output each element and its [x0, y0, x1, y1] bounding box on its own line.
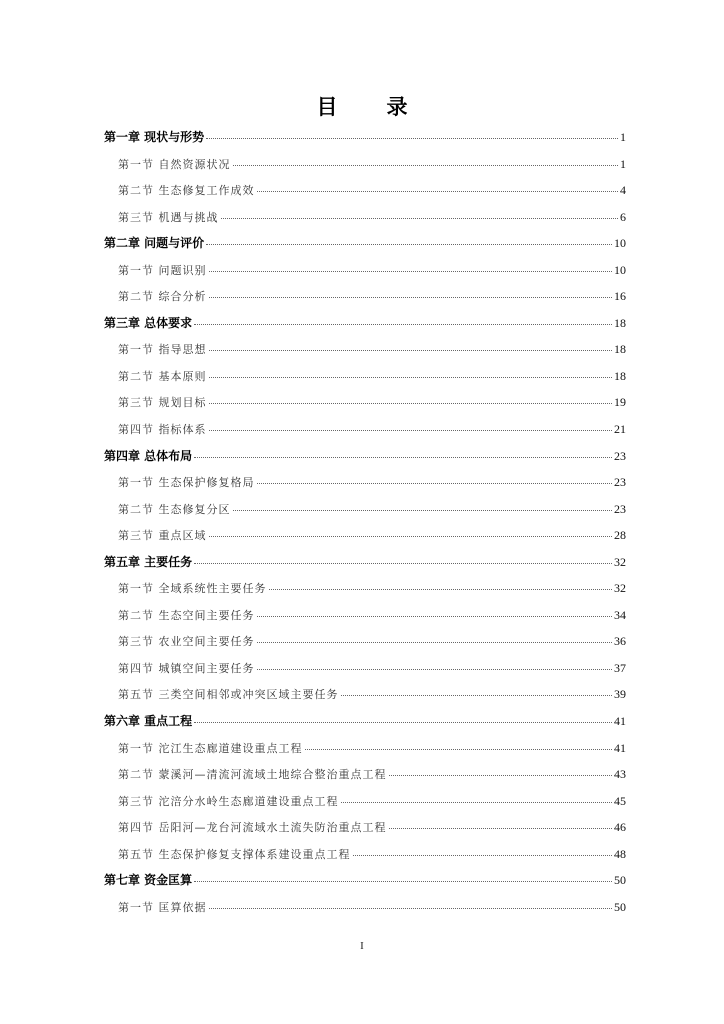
toc-section-entry[interactable] [104, 602, 626, 629]
toc-section-entry[interactable] [104, 416, 626, 443]
toc-section-entry[interactable] [104, 469, 626, 496]
toc-section-title: 第一节 自然资源状况 [118, 157, 231, 171]
toc-chapter-title: 第一章 现状与形势 [104, 130, 205, 144]
toc-page-number: 39 [614, 687, 626, 702]
toc-section-title: 第三节 机遇与挑战 [118, 210, 219, 224]
toc-section-title: 第一节 沱江生态廊道建设重点工程 [118, 741, 303, 755]
toc-section-title: 第五节 三类空间相邻或冲突区域主要任务 [118, 688, 339, 702]
toc-chapter-title: 第四章 总体布局 [104, 448, 193, 463]
toc-dot-leader [209, 270, 613, 272]
toc-dot-leader [389, 827, 613, 829]
toc-dot-leader [389, 774, 613, 776]
toc-section-title: 第三节 农业空间主要任务 [118, 635, 255, 649]
toc-chapter-entry[interactable] [104, 867, 626, 894]
toc-dot-leader [209, 296, 613, 298]
toc-dot-leader [233, 509, 613, 511]
toc-page-number: 37 [614, 660, 626, 675]
toc-chapter-entry[interactable] [104, 708, 626, 735]
toc-chapter-entry[interactable] [104, 443, 626, 470]
toc-dot-leader [257, 668, 613, 670]
toc-section-entry[interactable] [104, 655, 626, 682]
toc-dot-leader [194, 721, 612, 723]
toc-page-number: 10 [614, 236, 626, 251]
toc-section-entry[interactable] [104, 761, 626, 788]
toc-page-number: 16 [614, 289, 626, 304]
toc-page-number: 21 [614, 422, 626, 437]
toc-page-number: 48 [614, 846, 626, 861]
toc-dot-leader [233, 164, 619, 166]
toc-section-entry[interactable] [104, 283, 626, 310]
toc-section-title: 第二节 生态修复分区 [118, 502, 231, 516]
toc-dot-leader [305, 748, 613, 750]
toc-dot-leader [209, 376, 613, 378]
toc-section-entry[interactable] [104, 496, 626, 523]
toc-section-title: 第三节 规划目标 [118, 396, 207, 410]
toc-section-title: 第一节 指导思想 [118, 343, 207, 357]
toc-section-title: 第四节 城镇空间主要任务 [118, 661, 255, 675]
toc-dot-leader [209, 349, 613, 351]
toc-dot-leader [341, 801, 613, 803]
toc-section-title: 第一节 生态保护修复格局 [118, 476, 255, 490]
toc-section-title: 第二节 生态空间主要任务 [118, 608, 255, 622]
toc-chapter-title: 第五章 主要任务 [104, 554, 193, 569]
toc-dot-leader [194, 456, 612, 458]
toc-section-entry[interactable] [104, 363, 626, 390]
toc-page-number: 50 [614, 873, 626, 888]
toc-section-entry[interactable] [104, 336, 626, 363]
toc-chapter-entry[interactable] [104, 549, 626, 576]
toc-dot-leader [194, 880, 612, 882]
toc-section-entry[interactable] [104, 788, 626, 815]
table-of-contents [104, 124, 626, 920]
toc-page-number: 1 [620, 130, 626, 144]
toc-section-entry[interactable] [104, 204, 626, 231]
toc-dot-leader [341, 694, 613, 696]
toc-section-title: 第二节 生态修复工作成效 [118, 184, 255, 198]
toc-section-entry[interactable] [104, 389, 626, 416]
toc-dot-leader [209, 429, 613, 431]
toc-page-number: 28 [614, 528, 626, 543]
toc-chapter-entry[interactable] [104, 124, 626, 151]
toc-page-number: 19 [614, 395, 626, 410]
toc-page-number: 18 [614, 342, 626, 357]
toc-section-entry[interactable] [104, 522, 626, 549]
toc-dot-leader [221, 217, 619, 219]
toc-section-entry[interactable] [104, 575, 626, 602]
toc-section-entry[interactable] [104, 894, 626, 921]
toc-page-number: 23 [614, 475, 626, 490]
toc-section-entry[interactable] [104, 841, 626, 868]
toc-page-number: 18 [614, 368, 626, 383]
toc-dot-leader [269, 588, 613, 590]
toc-section-title: 第一节 问题识别 [118, 263, 207, 277]
toc-page-number: 41 [614, 714, 626, 729]
toc-chapter-entry[interactable] [104, 310, 626, 337]
toc-page-number: 32 [614, 554, 626, 569]
toc-page-number: 45 [614, 793, 626, 808]
toc-section-entry[interactable] [104, 628, 626, 655]
toc-page-number: 18 [614, 315, 626, 330]
toc-section-title: 第二节 综合分析 [118, 290, 207, 304]
toc-page-number: 23 [614, 501, 626, 516]
toc-page-number: 1 [620, 156, 626, 171]
toc-page-number: 6 [620, 209, 626, 224]
toc-section-title: 第五节 生态保护修复支撑体系建设重点工程 [118, 847, 351, 861]
toc-dot-leader [194, 323, 612, 325]
toc-section-title: 第一节 全域系统性主要任务 [118, 582, 267, 596]
toc-dot-leader [206, 137, 618, 139]
toc-section-title: 第三节 沱涪分水岭生态廊道建设重点工程 [118, 794, 339, 808]
toc-dot-leader [257, 190, 619, 192]
toc-page-number: 41 [614, 740, 626, 755]
toc-section-entry[interactable] [104, 151, 626, 178]
toc-section-entry[interactable] [104, 177, 626, 204]
toc-chapter-entry[interactable] [104, 230, 626, 257]
toc-section-title: 第四节 岳阳河—龙台河流域水土流失防治重点工程 [118, 821, 387, 835]
toc-page-number: 32 [614, 581, 626, 596]
toc-section-entry[interactable] [104, 681, 626, 708]
toc-page-number: 43 [614, 767, 626, 782]
toc-section-title: 第四节 指标体系 [118, 423, 207, 437]
toc-dot-leader [209, 535, 613, 537]
toc-section-title: 第二节 基本原则 [118, 369, 207, 383]
toc-dot-leader [206, 243, 612, 245]
toc-section-title: 第一节 匡算依据 [118, 900, 207, 914]
toc-section-entry[interactable] [104, 257, 626, 284]
toc-dot-leader [257, 482, 613, 484]
toc-page-number: 36 [614, 634, 626, 649]
toc-dot-leader [194, 562, 612, 564]
toc-chapter-title: 第六章 重点工程 [104, 714, 193, 729]
toc-page-number: 46 [614, 820, 626, 835]
page-number: I [360, 940, 364, 952]
toc-section-entry[interactable] [104, 814, 626, 841]
toc-chapter-title: 第三章 总体要求 [104, 315, 193, 330]
toc-dot-leader [257, 615, 613, 617]
toc-section-entry[interactable] [104, 735, 626, 762]
toc-dot-leader [353, 854, 613, 856]
toc-chapter-title: 第二章 问题与评价 [104, 236, 205, 251]
toc-page-number: 23 [614, 448, 626, 463]
toc-dot-leader [209, 402, 613, 404]
toc-section-title: 第三节 重点区域 [118, 529, 207, 543]
toc-page-number: 4 [620, 183, 626, 198]
toc-page-number: 50 [614, 899, 626, 914]
toc-dot-leader [257, 641, 613, 643]
page-title: 目 录 [316, 95, 422, 119]
toc-dot-leader [209, 907, 613, 909]
toc-section-title: 第二节 蒙溪河—清流河流域土地综合整治重点工程 [118, 768, 387, 782]
toc-page-number: 10 [614, 262, 626, 277]
toc-page-number: 34 [614, 607, 626, 622]
toc-chapter-title: 第七章 资金匡算 [104, 873, 193, 888]
